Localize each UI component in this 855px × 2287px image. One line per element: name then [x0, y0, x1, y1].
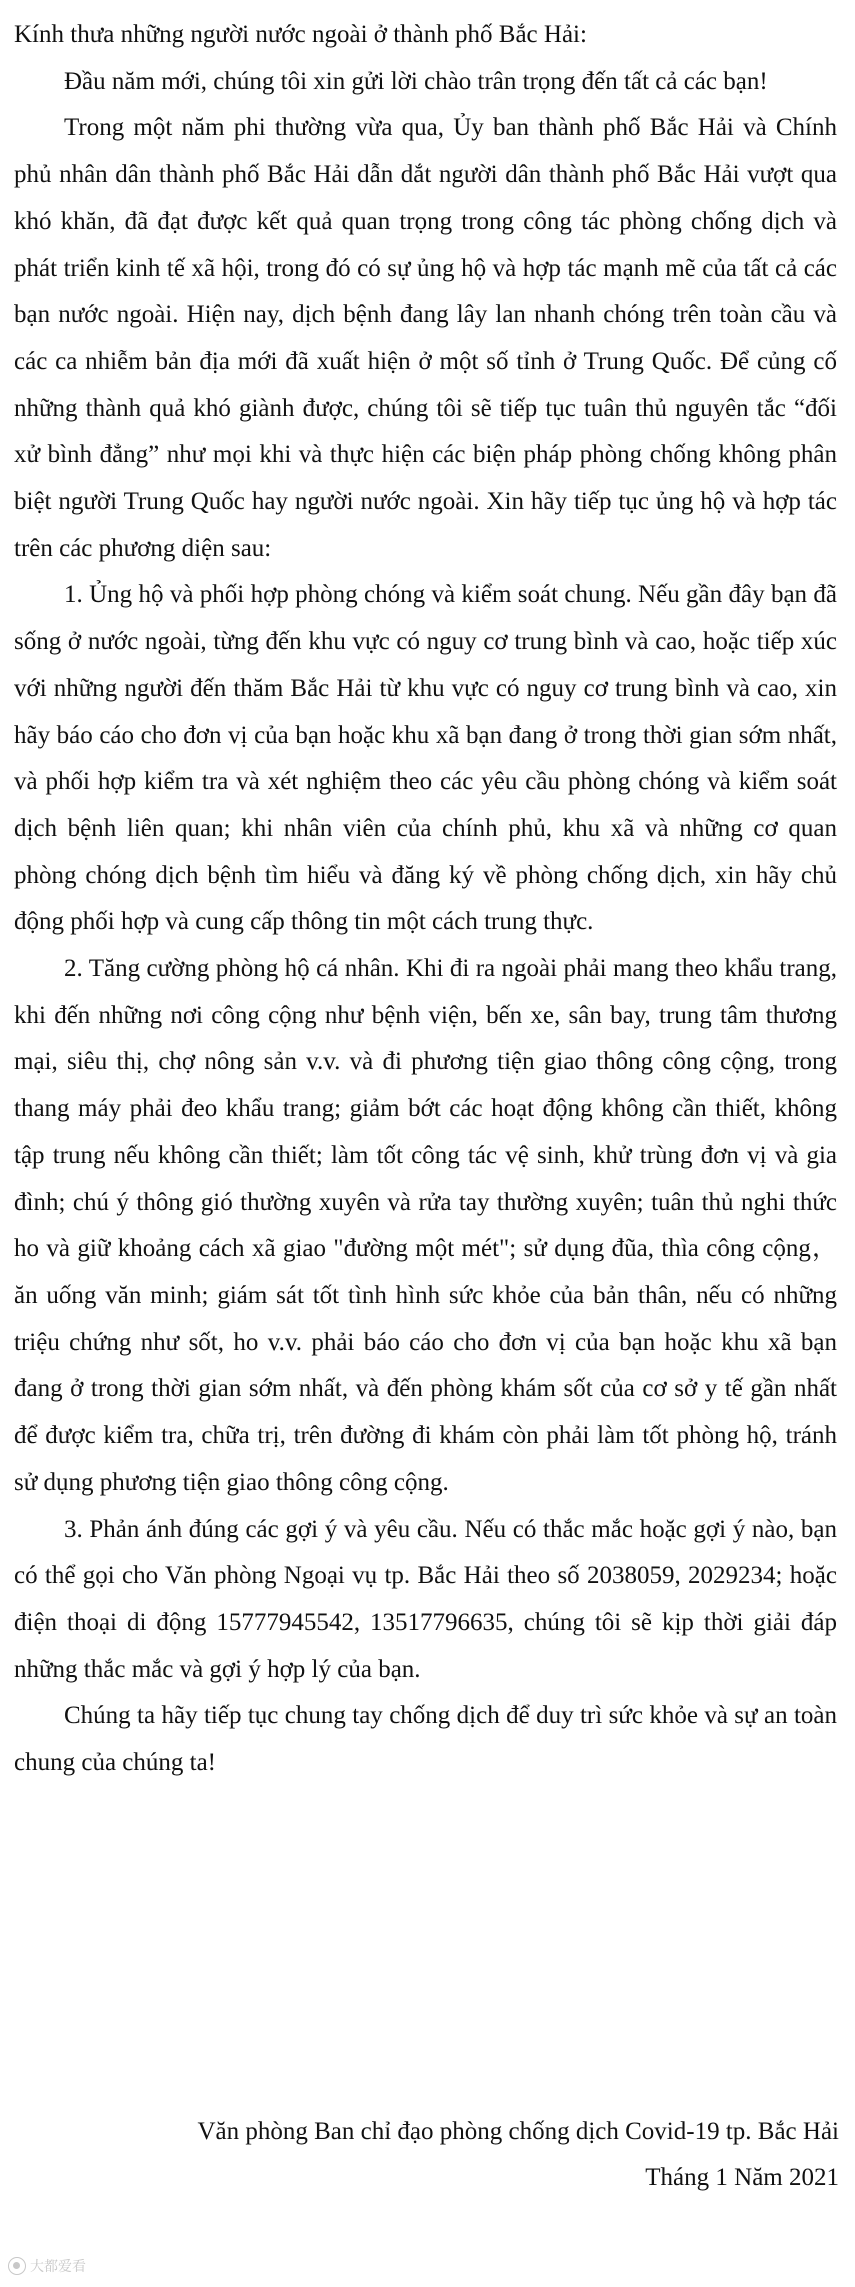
watermark-text: 大都爱看: [30, 2259, 86, 2275]
greeting-paragraph: Đầu năm mới, chúng tôi xin gửi lời chào trân trọng đến tất cả các bạn!: [64, 67, 768, 95]
intro-paragraph: Trong một năm phi thường vừa qua, Ủy ban thành phố Bắc Hải và Chính phủ nhân dân thành phố Bắc Hải dẫn dắt người dân thành phố Bắc Hải vượt qua khó khăn, đã đạt được kết quả quan trọng trong công tác phòng chống dịch và phát triển kinh tế xã hội, trong đó có sự ủng hộ và hợp tác mạnh mẽ của tất cả các bạn nước ngoài. Hiện nay, dịch bệnh đang lây lan nhanh chóng trên toàn cầu và các ca nhiễm bản địa mới đã xuất hiện ở một số tỉnh ở Trung Quốc. Để củng cố những thành quả khó giành được, chúng tôi sẽ tiếp tục tuân thủ nguyên tắc “đối xử bình đẳng” như mọi khi và thực hiện các biện pháp phòng chống không phân biệt người Trung Quốc hay người nước ngoài. Xin hãy tiếp tục ủng hộ và hợp tác trên các phương diện sau:: [14, 114, 837, 562]
watermark: [8, 2256, 86, 2276]
watermark-logo-icon: [8, 2257, 26, 2275]
signature-organization: Văn phòng Ban chỉ đạo phòng chống dịch Covid-19 tp. Bắc Hải: [197, 2118, 839, 2145]
closing-paragraph: Chúng ta hãy tiếp tục chung tay chống dịch để duy trì sức khỏe và sự an toàn chung của chúng ta!: [14, 1702, 837, 1777]
salutation: Kính thưa những người nước ngoài ở thành phố Bắc Hải:: [14, 21, 587, 48]
request-item-3: 3. Phản ánh đúng các gợi ý và yêu cầu. Nếu có thắc mắc hoặc gợi ý nào, bạn có thể gọi cho Văn phòng Ngoại vụ tp. Bắc Hải theo số 2038059, 2029234; hoặc điện thoại di động 15777945542, 13517796635, chúng tôi sẽ kịp thời giải đáp những thắc mắc và gợi ý hợp lý của bạn.: [14, 1515, 837, 1683]
signature-date: Tháng 1 Năm 2021: [645, 2164, 839, 2191]
request-item-2: 2. Tăng cường phòng hộ cá nhân. Khi đi ra ngoài phải mang theo khẩu trang, khi đến những nơi công cộng như bệnh viện, bến xe, sân bay, trung tâm thương mại, siêu thị, chợ nông sản v.v. và đi phương tiện giao thông công cộng, trong thang máy phải đeo khẩu trang; giảm bớt các hoạt động không cần thiết, không tập trung nếu không cần thiết; làm tốt công tác vệ sinh, khử trùng đơn vị và gia đình; chú ý thông gió thường xuyên và rửa tay thường xuyên; tuân thủ nghi thức ho và giữ khoảng cách xã giao "đường một mét"; sử dụng đũa, thìa công cộng， ăn uống văn minh; giám sát tốt tình hình sức khỏe của bản thân, nếu có những triệu chứng như sốt, ho v.v. phải báo cáo cho đơn vị của bạn hoặc khu xã bạn đang ở trong thời gian sớm nhất, và đến phòng khám sốt của cơ sở y tế gần nhất để được kiểm tra, chữa trị, trên đường đi khám còn phải làm tốt phòng hộ, tránh sử dụng phương tiện giao thông công cộng.: [14, 955, 837, 1496]
letter-body: [14, 12, 837, 1787]
request-item-1: 1. Ủng hộ và phối hợp phòng chóng và kiểm soát chung. Nếu gần đây bạn đã sống ở nước ngoài, từng đến khu vực có nguy cơ trung bình và cao, hoặc tiếp xúc với những người đến thăm Bắc Hải từ khu vực có nguy cơ trung bình và cao, xin hãy báo cáo cho đơn vị của bạn hoặc khu xã bạn đang ở trong thời gian sớm nhất, và phối hợp kiểm tra và xét nghiệm theo các yêu cầu phòng chóng và kiểm soát dịch bệnh liên quan; khi nhân viên của chính phủ, khu xã và những cơ quan phòng chóng dịch bệnh tìm hiểu và đăng ký về phòng chống dịch, xin hãy chủ động phối hợp và cung cấp thông tin một cách trung thực.: [14, 581, 837, 936]
signature-block: [197, 2109, 839, 2201]
